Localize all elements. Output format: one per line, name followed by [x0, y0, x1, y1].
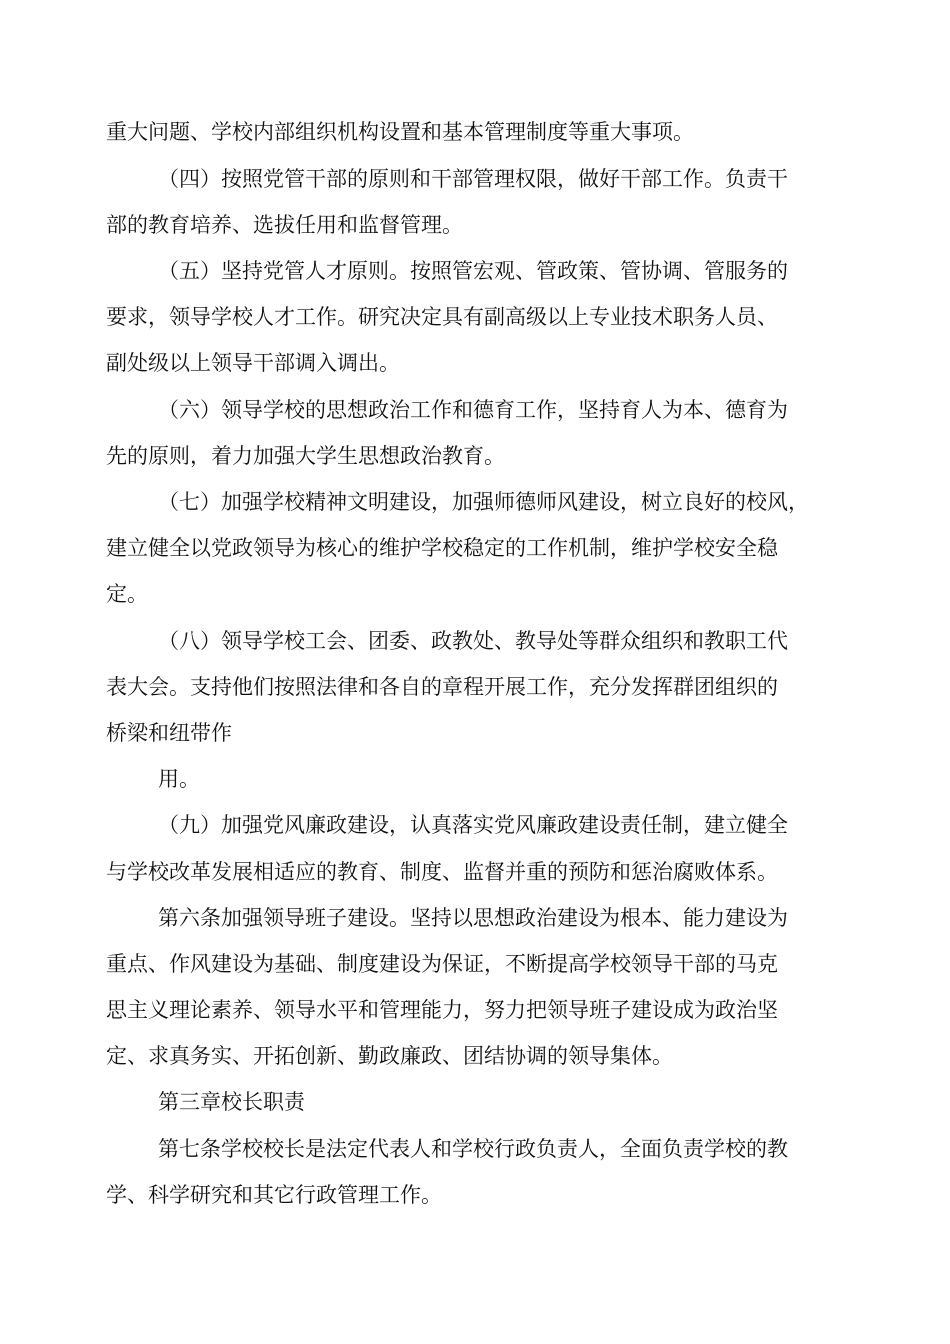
text-line: 思主义理论素养、领导水平和管理能力，努力把领导班子建设成为政治坚 — [106, 998, 778, 1022]
text-line: 建立健全以党政领导为核心的维护学校稳定的工作机制，维护学校安全稳 — [106, 536, 778, 560]
text-line: 定、求真务实、开拓创新、勤政廉政、团结协调的领导集体。 — [106, 1044, 673, 1068]
text-line: 第六条加强领导班子建设。坚持以思想政治建设为根本、能力建设为 — [158, 906, 788, 930]
text-line: （六）领导学校的思想政治工作和德育工作，坚持育人为本、德育为 — [158, 398, 788, 422]
text-line: （五）坚持党管人才原则。按照管宏观、管政策、管协调、管服务的 — [158, 259, 788, 283]
chapter-heading: 第三章校长职责 — [158, 1090, 305, 1114]
text-line: 部的教育培养、选拔任用和监督管理。 — [106, 213, 463, 237]
text-line: 桥梁和纽带作 — [106, 721, 232, 745]
text-line: 先的原则，着力加强大学生思想政治教育。 — [106, 444, 505, 468]
text-line: 用。 — [158, 767, 200, 791]
text-line: 要求，领导学校人才工作。研究决定具有副高级以上专业技术职务人员、 — [106, 305, 778, 329]
text-line: 第七条学校校长是法定代表人和学校行政负责人，全面负责学校的教 — [158, 1137, 788, 1161]
text-line: 副处级以上领导干部调入调出。 — [106, 351, 400, 375]
text-line: 学、科学研究和其它行政管理工作。 — [106, 1183, 442, 1207]
text-line: 定。 — [106, 582, 148, 606]
text-line: 重点、作风建设为基础、制度建设为保证，不断提高学校领导干部的马克 — [106, 952, 778, 976]
text-line: 表大会。支持他们按照法律和各自的章程开展工作，充分发挥群团组织的 — [106, 675, 778, 699]
text-line: （四）按照党管干部的原则和干部管理权限，做好干部工作。负责干 — [158, 167, 788, 191]
text-line: 重大问题、学校内部组织机构设置和基本管理制度等重大事项。 — [106, 120, 694, 144]
text-line: （九）加强党风廉政建设，认真落实党风廉政建设责任制，建立健全 — [158, 813, 788, 837]
text-line: （七）加强学校精神文明建设，加强师德师风建设，树立良好的校风， — [158, 490, 809, 514]
text-line: 与学校改革发展相适应的教育、制度、监督并重的预防和惩治腐败体系。 — [106, 860, 778, 884]
text-line: （八）领导学校工会、团委、政教处、教导处等群众组织和教职工代 — [158, 629, 788, 653]
